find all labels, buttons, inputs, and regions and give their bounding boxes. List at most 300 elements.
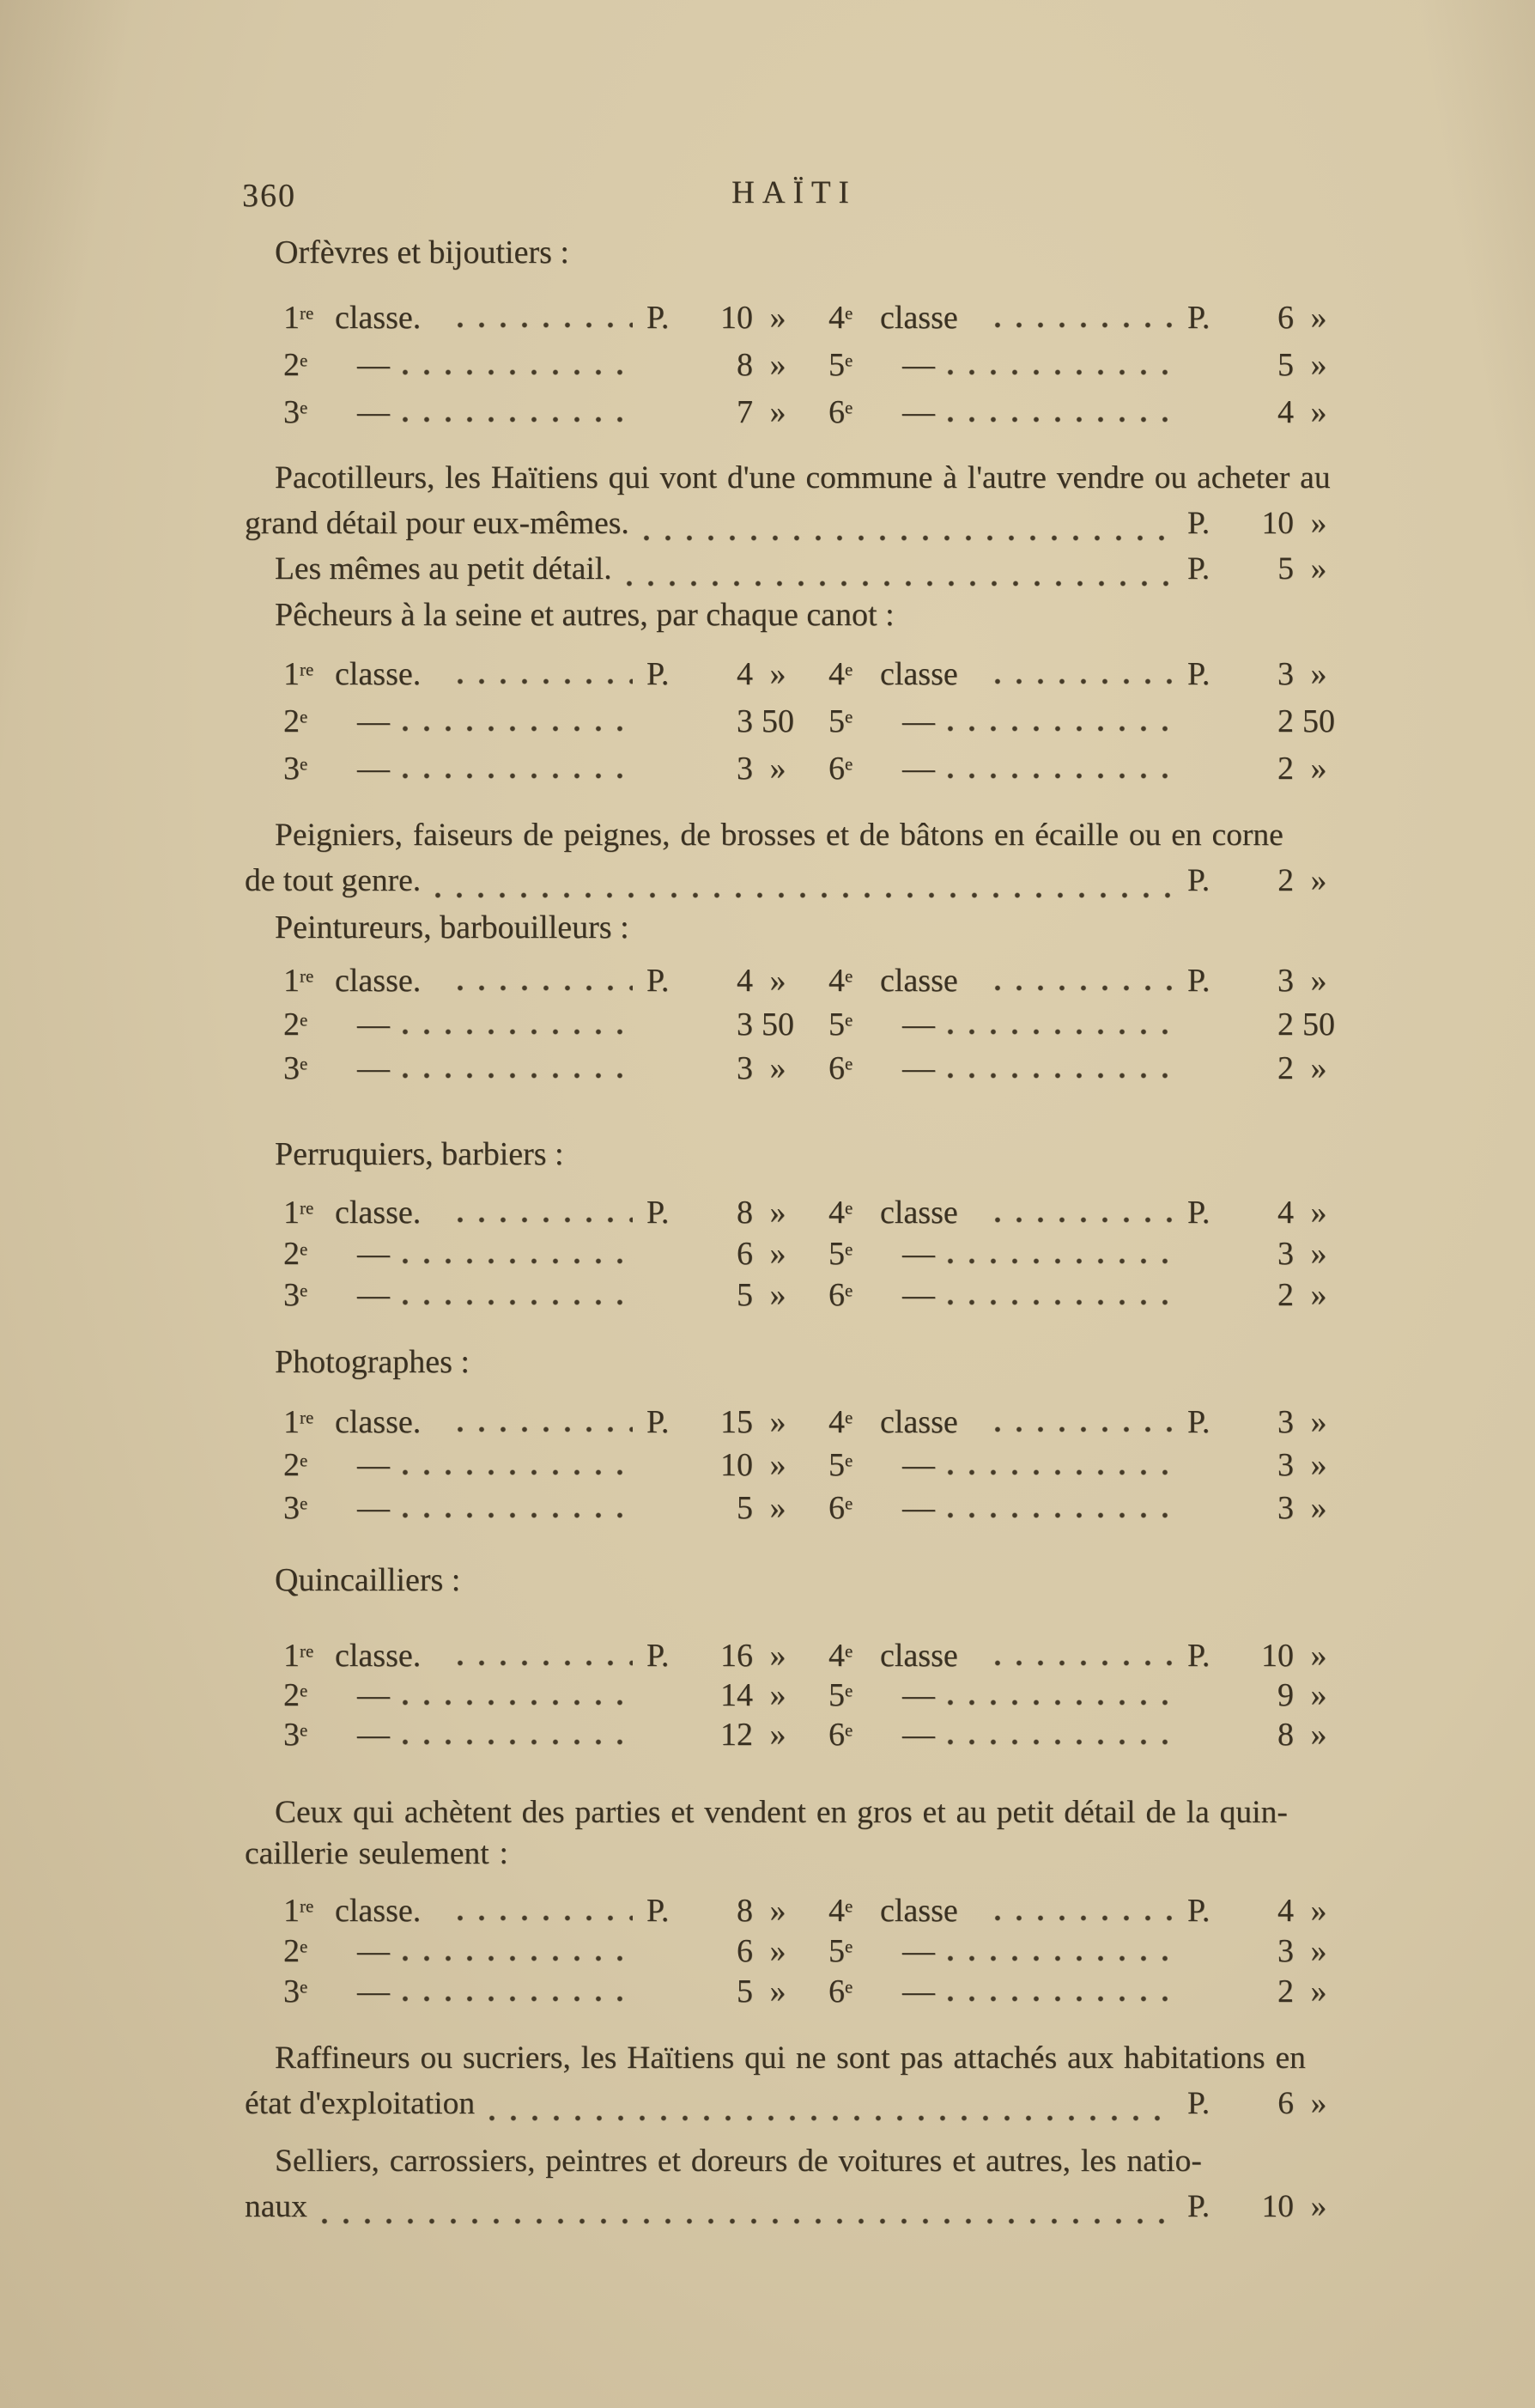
rate-cents: » [769, 1973, 786, 2010]
dot-leader [402, 1072, 633, 1079]
ditto-dash: — [357, 1050, 388, 1086]
currency-prefix: P. [1187, 300, 1210, 336]
rate-value: 8 [737, 347, 753, 383]
ditto-dash: — [357, 1933, 388, 1969]
class-label [283, 1446, 335, 1484]
class-ordinal-suffix: e [845, 1280, 853, 1301]
currency-prefix: P. [1187, 1404, 1210, 1440]
class-label [828, 1194, 880, 1231]
dot-leader [457, 1659, 633, 1667]
class-number: 2 [283, 703, 300, 739]
ditto-dash: — [357, 1973, 388, 2010]
dot-leader [402, 1699, 633, 1706]
class-number: 4 [828, 963, 845, 999]
class-number: 3 [283, 394, 300, 430]
rate-value: 3 [737, 703, 753, 739]
rate-cell [283, 1892, 803, 1930]
dot-leader [457, 1216, 633, 1224]
class-ordinal-suffix: e [300, 753, 308, 775]
dot-leader [457, 321, 633, 329]
class-label [828, 1716, 880, 1754]
dot-leader [402, 1469, 633, 1476]
rate-cents: » [769, 1490, 786, 1526]
rate-row [283, 1235, 1344, 1276]
dot-leader [947, 1995, 1174, 2003]
paragraph-line: Ceux qui achètent des parties et vendent en gros et au petit détail de la quin- [275, 1795, 1288, 1830]
rate-cell [283, 1194, 803, 1231]
ditto-dash: — [902, 1973, 933, 2010]
rate-cell [283, 1932, 803, 1970]
paragraph-line: Raffineurs ou sucriers, les Haïtiens qui ne sont pas attachés aux habitations en [275, 2040, 1306, 2076]
rate-row [283, 702, 1344, 750]
class-label [283, 1716, 335, 1754]
rate-cell [283, 299, 803, 337]
class-number: 4 [828, 300, 845, 336]
class-word: classe. [335, 1195, 422, 1231]
rate-value: 7 [737, 394, 753, 430]
rate-cell [828, 1892, 1344, 1930]
rate-value: 5 [737, 1490, 753, 1526]
rate-value: 5 [1277, 551, 1294, 587]
class-word: classe. [335, 963, 422, 999]
class-label [283, 655, 335, 693]
leader-text: de tout genre. [245, 863, 422, 898]
dot-leader [994, 1216, 1174, 1224]
class-number: 5 [828, 1006, 845, 1043]
class-ordinal-suffix: e [845, 706, 853, 727]
rate-cents: » [1310, 300, 1327, 336]
dot-leader [402, 1511, 633, 1519]
class-ordinal-suffix: e [845, 1009, 853, 1031]
class-number: 3 [283, 1490, 300, 1526]
class-label [283, 1049, 335, 1087]
rate-cell [828, 1446, 1344, 1484]
rate-value: 3 [1277, 963, 1294, 999]
rate-value: 2 [1277, 1277, 1294, 1313]
class-ordinal-suffix: e [300, 1976, 308, 1998]
class-ordinal-suffix: e [845, 1407, 853, 1428]
rate-cents: » [769, 1404, 786, 1440]
dot-leader [434, 891, 1174, 899]
dot-leader [994, 678, 1174, 685]
rate-cents: » [769, 1717, 786, 1753]
ditto-dash: — [902, 1677, 933, 1713]
class-label [283, 750, 335, 787]
leader-line [245, 550, 1344, 595]
class-number: 1 [283, 300, 300, 336]
rate-cents: » [769, 394, 786, 430]
class-number: 2 [283, 347, 300, 383]
rate-cents: » [769, 1195, 786, 1231]
rate-row [283, 750, 1344, 797]
rate-cents: » [1310, 1717, 1327, 1753]
ditto-dash: — [357, 347, 388, 383]
class-ordinal-suffix: e [845, 965, 853, 987]
rate-value: 3 [737, 751, 753, 787]
rate-value: 16 [720, 1638, 753, 1674]
paragraph-line: Pacotilleurs, les Haïtiens qui vont d'une commune à l'autre vendre ou acheter au [275, 460, 1331, 496]
dot-leader [947, 1955, 1174, 1962]
class-ordinal-suffix: e [300, 1936, 308, 1957]
rate-row [283, 1194, 1344, 1235]
class-word: classe. [335, 300, 422, 336]
dot-leader [488, 2114, 1174, 2122]
ditto-dash: — [357, 1236, 388, 1272]
rate-value: 10 [720, 1447, 753, 1483]
class-ordinal-suffix: e [300, 1680, 308, 1701]
rate-value: 2 [1277, 1050, 1294, 1086]
class-number: 1 [283, 1893, 300, 1929]
class-label [828, 750, 880, 787]
currency-prefix: P. [1187, 551, 1210, 587]
class-label [828, 702, 880, 740]
rate-cents: » [769, 1447, 786, 1483]
currency-prefix: P. [1187, 506, 1210, 541]
class-label [828, 393, 880, 431]
leader-line [245, 504, 1344, 550]
dot-leader [402, 1257, 633, 1265]
rate-cents: » [1310, 347, 1327, 383]
paragraph-line: Selliers, carrossiers, peintres et doreurs de voitures et autres, les natio- [275, 2143, 1202, 2179]
rates-table-orfevres [283, 299, 1344, 441]
class-number: 4 [828, 1404, 845, 1440]
class-word: classe. [335, 1638, 422, 1674]
class-word: classe [880, 1638, 958, 1674]
page-number: 360 [242, 178, 296, 214]
class-ordinal-suffix: re [300, 659, 314, 680]
class-label [828, 1892, 880, 1930]
class-ordinal-suffix: e [845, 1680, 853, 1701]
class-label [283, 393, 335, 431]
class-number: 3 [283, 1717, 300, 1753]
class-number: 3 [283, 751, 300, 787]
rate-cents: » [769, 1638, 786, 1674]
dot-leader [626, 580, 1174, 587]
paragraph-line: Peigniers, faiseurs de peignes, de brosses et de bâtons en écaille ou en corne [275, 818, 1283, 853]
leader-line [245, 2187, 1344, 2233]
rate-cell [828, 962, 1344, 1000]
ditto-dash: — [902, 394, 933, 430]
rate-value: 5 [737, 1973, 753, 2010]
rate-cents: » [1310, 551, 1327, 587]
class-word: classe [880, 1195, 958, 1231]
ditto-dash: — [902, 1006, 933, 1043]
class-label [828, 346, 880, 384]
class-label [828, 1676, 880, 1714]
rate-value: 5 [737, 1277, 753, 1313]
rate-cents: » [769, 963, 786, 999]
rate-value: 3 [1277, 1933, 1294, 1969]
class-number: 4 [828, 656, 845, 692]
heading-orfevres: Orfèvres et bijoutiers : [275, 234, 569, 271]
class-ordinal-suffix: e [845, 1493, 853, 1514]
class-number: 6 [828, 1973, 845, 2010]
rate-cents: » [1310, 1447, 1327, 1483]
rate-value: 8 [737, 1893, 753, 1929]
rate-cents: » [1310, 1490, 1327, 1526]
rates-table-pecheurs [283, 655, 1344, 797]
class-label [283, 702, 335, 740]
class-label [283, 1973, 335, 2010]
rate-row [283, 1973, 1344, 2013]
rate-row [283, 1637, 1344, 1676]
class-word: classe [880, 300, 958, 336]
class-ordinal-suffix: e [300, 350, 308, 371]
rate-cell [828, 750, 1344, 787]
leader-text: état d'exploitation [245, 2086, 476, 2121]
class-word: classe [880, 963, 958, 999]
rate-cents: 50 [761, 703, 794, 739]
rate-cell [828, 655, 1344, 693]
rate-value: 12 [720, 1717, 753, 1753]
rate-cell [828, 1006, 1344, 1043]
class-label [828, 1973, 880, 2010]
class-word: classe [880, 1893, 958, 1929]
rate-value: 15 [720, 1404, 753, 1440]
class-number: 5 [828, 347, 845, 383]
class-word: classe [880, 656, 958, 692]
rate-cell [828, 1716, 1344, 1754]
dot-leader [402, 1738, 633, 1746]
paragraph-quincaillerie-gros [245, 1793, 1344, 1876]
rate-cell [283, 1049, 803, 1087]
class-number: 1 [283, 1195, 300, 1231]
heading-quincailliers: Quincailliers : [275, 1562, 461, 1598]
rate-value: 3 [1277, 1236, 1294, 1272]
rate-value: 2 [1277, 751, 1294, 787]
paragraph-selliers [245, 2142, 1344, 2233]
running-header: HAÏTI [731, 175, 857, 210]
dot-leader [457, 1426, 633, 1433]
class-number: 6 [828, 394, 845, 430]
class-label [828, 1637, 880, 1675]
rate-cell [283, 1973, 803, 2010]
class-word: classe [880, 1404, 958, 1440]
rate-value: 4 [1277, 1195, 1294, 1231]
class-label [828, 1446, 880, 1484]
leader-line [245, 861, 1344, 907]
rate-cents: » [769, 656, 786, 692]
rate-cell [283, 750, 803, 787]
rates-table-perruquiers [283, 1194, 1344, 1317]
class-label [828, 299, 880, 337]
paragraph-pacotilleurs [245, 459, 1344, 595]
rate-value: 9 [1277, 1677, 1294, 1713]
ditto-dash: — [902, 1717, 933, 1753]
ditto-dash: — [902, 1447, 933, 1483]
ditto-dash: — [902, 1933, 933, 1969]
dot-leader [402, 725, 633, 733]
class-number: 2 [283, 1006, 300, 1043]
class-ordinal-suffix: e [845, 302, 853, 324]
leader-text: Les mêmes au petit détail. [275, 551, 612, 587]
rate-row [283, 299, 1344, 346]
rate-value: 6 [1277, 300, 1294, 336]
class-label [283, 1403, 335, 1441]
rate-value: 3 [737, 1050, 753, 1086]
rate-cents: » [769, 1236, 786, 1272]
currency-prefix: P. [1187, 2189, 1210, 2224]
rate-row [283, 1006, 1344, 1049]
dot-leader [457, 678, 633, 685]
rate-cell [828, 1676, 1344, 1714]
rate-cell [283, 393, 803, 431]
rate-cell [828, 1194, 1344, 1231]
dot-leader [947, 1257, 1174, 1265]
class-number: 4 [828, 1893, 845, 1929]
ditto-dash: — [357, 751, 388, 787]
dot-leader [947, 416, 1174, 423]
ditto-dash: — [902, 703, 933, 739]
ditto-dash: — [902, 1050, 933, 1086]
rate-cell [828, 1973, 1344, 2010]
class-label [828, 655, 880, 693]
rate-cell [828, 1276, 1344, 1314]
rate-cents: » [769, 1893, 786, 1929]
class-label [828, 1276, 880, 1314]
rate-cents: » [769, 751, 786, 787]
dot-leader [947, 725, 1174, 733]
rate-cents: 50 [1302, 703, 1335, 739]
dot-leader [994, 1914, 1174, 1922]
rate-cents: » [769, 1277, 786, 1313]
class-number: 1 [283, 963, 300, 999]
rate-cell [828, 702, 1344, 740]
rate-value: 8 [737, 1195, 753, 1231]
dot-leader [402, 416, 633, 423]
rate-cents: » [1310, 963, 1327, 999]
rate-value: 2 [1277, 1006, 1294, 1043]
rate-row [283, 1676, 1344, 1716]
rate-cents: 50 [1302, 1006, 1335, 1043]
currency-prefix: P. [1187, 656, 1210, 692]
class-word: classe. [335, 656, 422, 692]
rate-value: 6 [737, 1933, 753, 1969]
rate-cents: » [769, 1050, 786, 1086]
rate-value: 3 [1277, 1490, 1294, 1526]
class-ordinal-suffix: e [845, 1976, 853, 1998]
dot-leader [947, 1028, 1174, 1036]
class-number: 6 [828, 1050, 845, 1086]
rate-cents: » [1310, 394, 1327, 430]
class-label [828, 1006, 880, 1043]
class-ordinal-suffix: e [845, 753, 853, 775]
class-label [283, 1006, 335, 1043]
class-ordinal-suffix: e [845, 1053, 853, 1074]
dot-leader [947, 772, 1174, 780]
class-number: 1 [283, 1638, 300, 1674]
rate-cell [828, 1489, 1344, 1527]
ditto-dash: — [357, 1006, 388, 1043]
heading-pecheurs: Pêcheurs à la seine et autres, par chaque canot : [275, 597, 895, 633]
class-ordinal-suffix: e [300, 1280, 308, 1301]
rate-value: 4 [737, 963, 753, 999]
class-number: 2 [283, 1933, 300, 1969]
class-label [828, 1403, 880, 1441]
rate-cents: » [1310, 1893, 1327, 1929]
rates-table-quincaillerie-gros [283, 1892, 1344, 2013]
rate-value: 6 [737, 1236, 753, 1272]
rate-value: 10 [1261, 2189, 1294, 2224]
class-label [828, 1049, 880, 1087]
class-number: 3 [283, 1973, 300, 2010]
class-number: 1 [283, 1404, 300, 1440]
rate-cents: » [1310, 751, 1327, 787]
rate-cents: » [1310, 1404, 1327, 1440]
rate-value: 10 [1261, 506, 1294, 541]
rate-cell [828, 1235, 1344, 1273]
rate-row [283, 655, 1344, 702]
rate-row [283, 393, 1344, 441]
class-ordinal-suffix: e [300, 706, 308, 727]
class-word: classe. [335, 1404, 422, 1440]
class-number: 3 [283, 1050, 300, 1086]
class-ordinal-suffix: e [845, 1719, 853, 1741]
rate-cell [828, 1403, 1344, 1441]
class-label [283, 1194, 335, 1231]
rate-cents: » [1310, 863, 1327, 898]
dot-leader [947, 1511, 1174, 1519]
class-number: 6 [828, 1490, 845, 1526]
ditto-dash: — [357, 1447, 388, 1483]
rate-cell [283, 1716, 803, 1754]
class-label [283, 299, 335, 337]
paragraph-peigniers [245, 816, 1344, 907]
rate-cents: » [1310, 1638, 1327, 1674]
ditto-dash: — [357, 1490, 388, 1526]
class-number: 5 [828, 1933, 845, 1969]
currency-prefix: P. [1187, 1638, 1210, 1674]
rate-value: 2 [1277, 703, 1294, 739]
rate-cents: » [1310, 1195, 1327, 1231]
rate-cents: » [1310, 1973, 1327, 2010]
rate-cell [828, 1049, 1344, 1087]
heading-photographes: Photographes : [275, 1344, 470, 1380]
currency-prefix: P. [1187, 2086, 1210, 2121]
dot-leader [947, 368, 1174, 376]
rate-cell [283, 1276, 803, 1314]
dot-leader [402, 1028, 633, 1036]
rate-cell [283, 1676, 803, 1714]
rate-value: 3 [737, 1006, 753, 1043]
leader-text: grand détail pour eux-mêmes. [245, 506, 629, 541]
class-ordinal-suffix: e [300, 1450, 308, 1471]
class-label [283, 1489, 335, 1527]
class-number: 2 [283, 1677, 300, 1713]
leader-line [245, 2084, 1344, 2130]
rate-value: 8 [1277, 1717, 1294, 1753]
class-ordinal-suffix: re [300, 965, 314, 987]
class-ordinal-suffix: e [300, 1719, 308, 1741]
class-number: 6 [828, 1277, 845, 1313]
currency-prefix: P. [1187, 963, 1210, 999]
rate-row [283, 1403, 1344, 1446]
currency-prefix: P. [646, 1195, 670, 1231]
currency-prefix: P. [646, 1638, 670, 1674]
class-number: 1 [283, 656, 300, 692]
dot-leader [643, 534, 1174, 542]
class-label [283, 1276, 335, 1314]
rate-cell [828, 299, 1344, 337]
currency-prefix: P. [646, 1893, 670, 1929]
class-ordinal-suffix: e [845, 1238, 853, 1260]
currency-prefix: P. [1187, 863, 1210, 898]
class-ordinal-suffix: e [300, 1009, 308, 1031]
rate-cell [828, 346, 1344, 384]
rate-value: 2 [1277, 1973, 1294, 2010]
ditto-dash: — [357, 394, 388, 430]
rate-cell [283, 1489, 803, 1527]
